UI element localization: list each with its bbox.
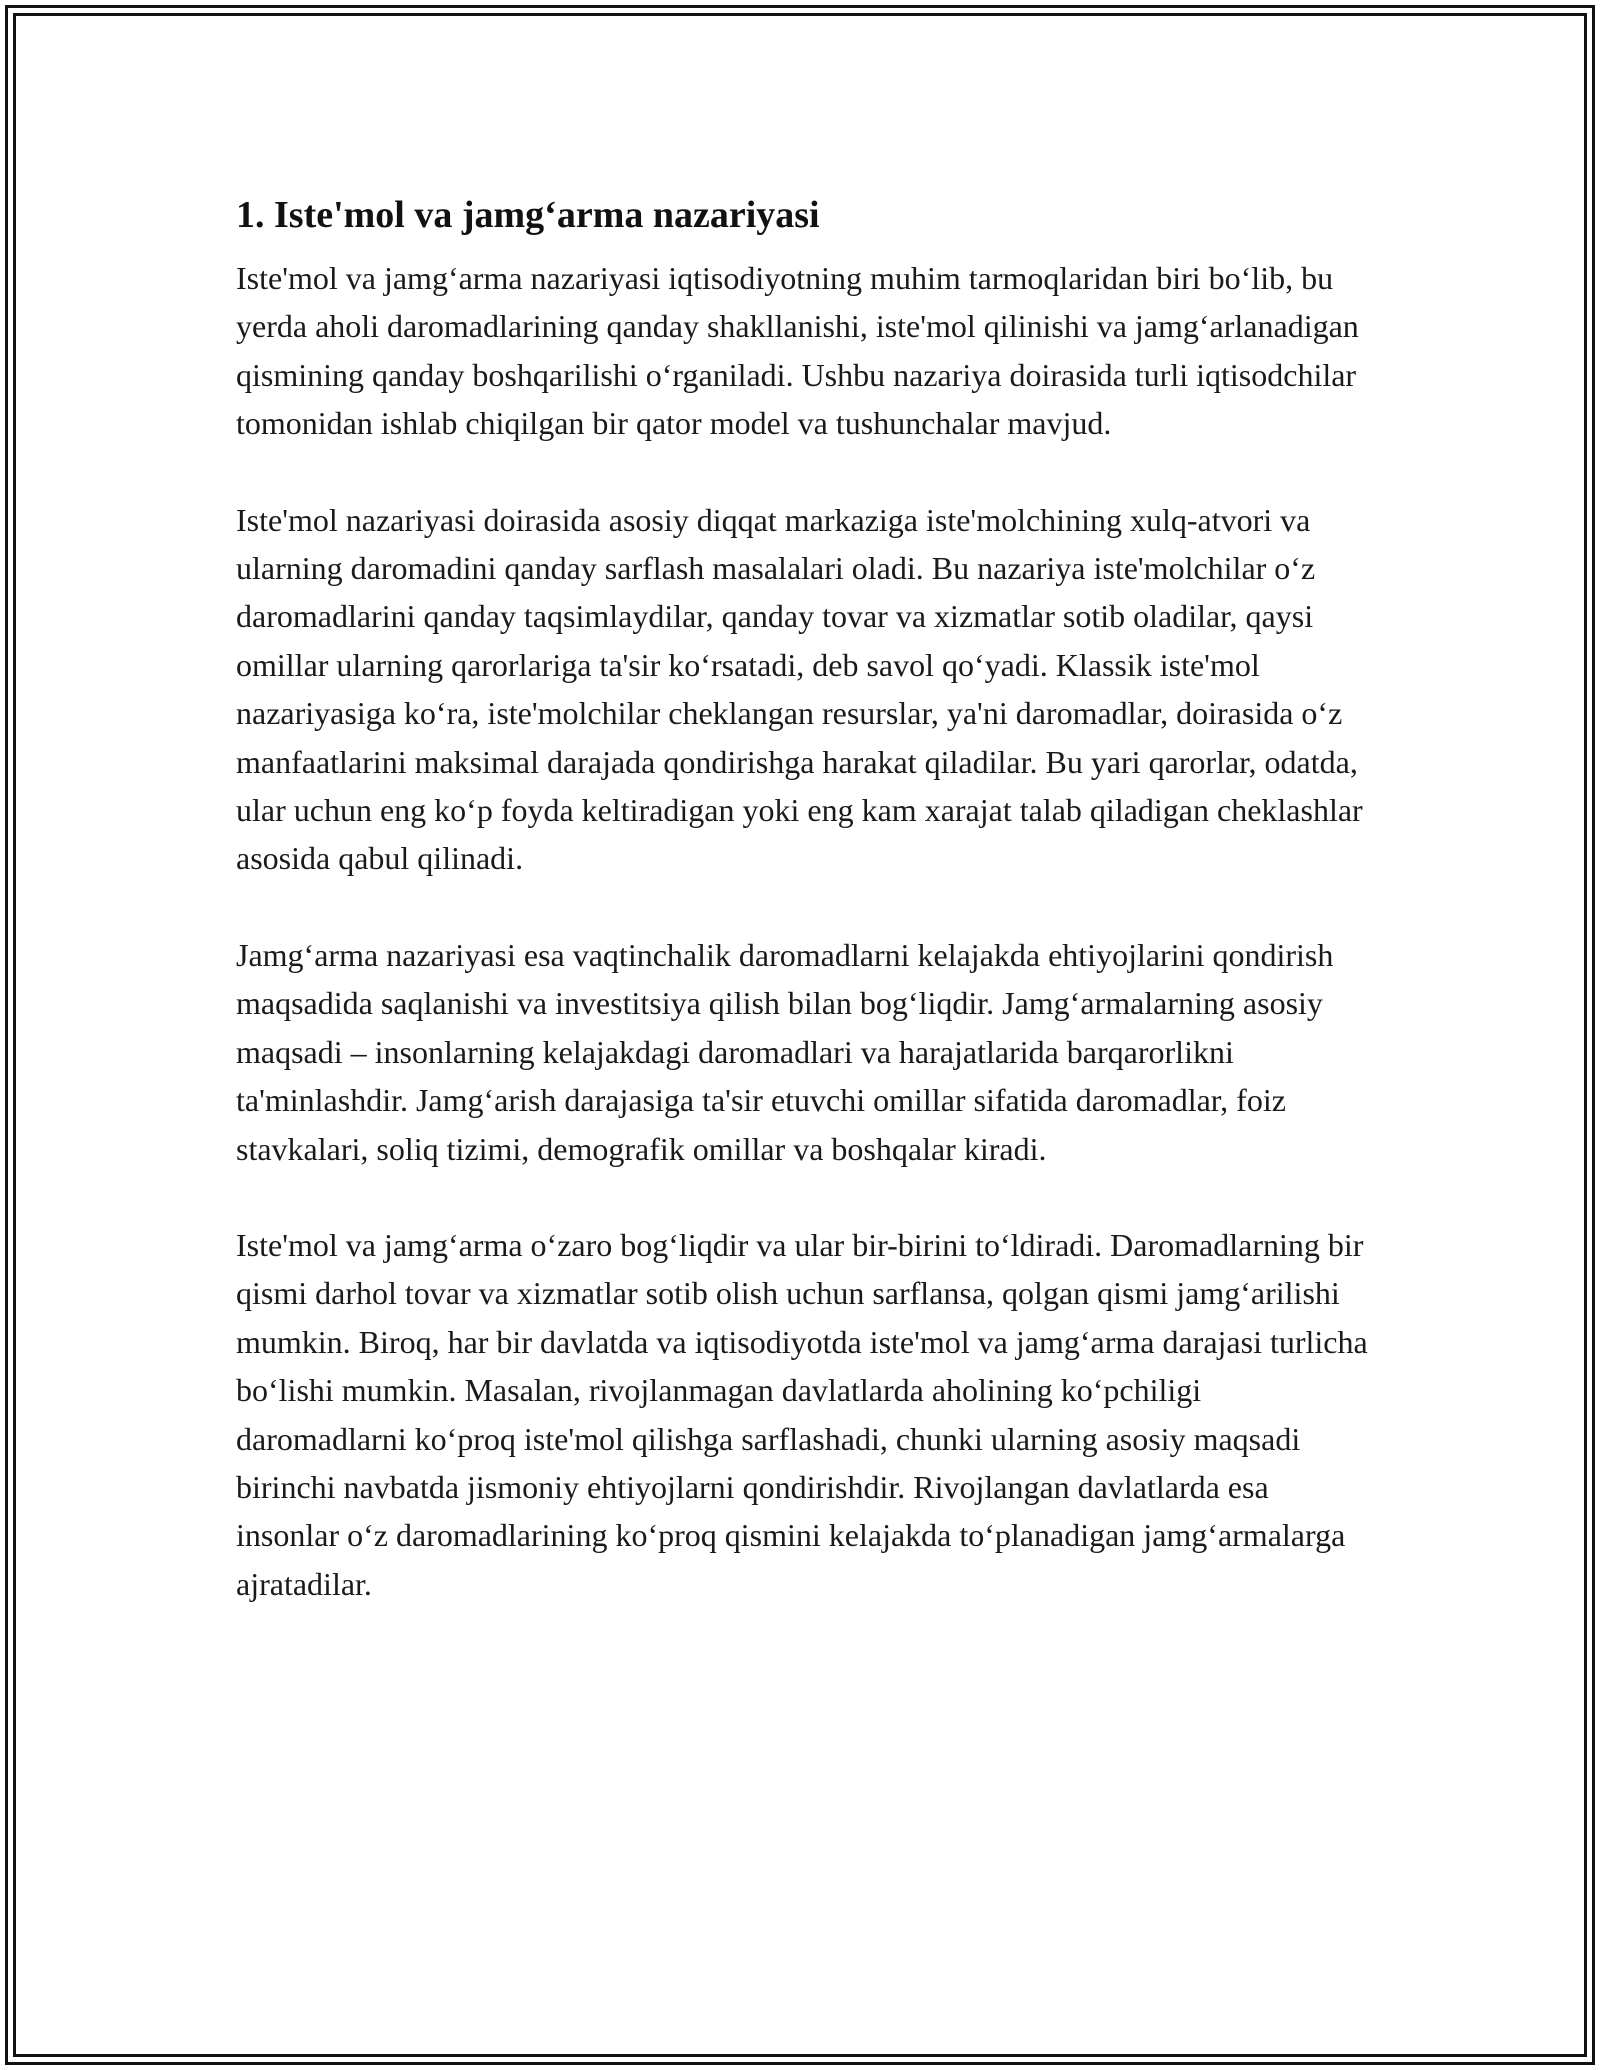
document-body [236, 190, 1371, 1608]
paragraph-intro: Iste'mol va jamg‘arma nazariyasi iqtisodiyotning muhim tarmoqlaridan biri bo‘lib, bu yerda aholi daromadlarining qanday shakllanishi, iste'mol qilinishi va jamg‘arlanadigan qismining qanday boshqarilishi o‘rganiladi. Ushbu nazariya doirasida turli iqtisodchilar tomonidan ishlab chiqilgan bir qator model va tushunchalar mavjud. [236, 260, 1359, 442]
paragraph-savings-theory: Jamg‘arma nazariyasi esa vaqtinchalik daromadlarni kelajakda ehtiyojlarini qondirish maqsadida saqlanishi va investitsiya qilish bilan bog‘liqdir. Jamg‘armalarning asosiy maqsadi – insonlarning kelajakdagi daromadlari va harajatlarida barqarorlikni ta'minlashdir. Jamg‘arish darajasiga ta'sir etuvchi omillar sifatida daromadlar, foiz stavkalari, soliq tizimi, demografik omillar va boshqalar kiradi. [236, 936, 1334, 1167]
section-heading: 1. Iste'mol va jamg‘arma nazariyasi [236, 194, 820, 236]
paragraph-consumption-theory: Iste'mol nazariyasi doirasida asosiy diqqat markaziga iste'molchining xulq-atvori va ularning daromadini qanday sarflash masalalari oladi. Bu nazariya iste'molchilar o‘z daromadlarini qanday taqsimlaydilar, qanday tovar va xizmatlar sotib oladilar, qaysi omillar ularning qarorlariga ta'sir ko‘rsatadi, deb savol qo‘yadi. Klassik iste'mol nazariyasiga ko‘ra, iste'molchilar cheklangan resurslar, ya'ni daromadlar, doirasida o‘z manfaatlarini maksimal darajada qondirishga harakat qiladilar. Bu yari qarorlar, odatda, ular uchun eng ko‘p foyda keltiradigan yoki eng kam xarajat talab qiladigan cheklashlar asosida qabul qilinadi. [236, 501, 1363, 877]
paragraph-relationship: Iste'mol va jamg‘arma o‘zaro bog‘liqdir va ular bir-birini to‘ldiradi. Daromadlarning bir qismi darhol tovar va xizmatlar sotib olish uchun sarflansa, qolgan qismi jamg‘arilishi mumkin. Biroq, har bir davlatda va iqtisodiyotda iste'mol va jamg‘arma darajasi turlicha bo‘lishi mumkin. Masalan, rivojlanmagan davlatlarda aholining ko‘pchiligi daromadlarni ko‘proq iste'mol qilishga sarflashadi, chunki ularning asosiy maqsadi birinchi navbatda jismoniy ehtiyojlarni qondirishdir. Rivojlangan davlatlarda esa insonlar o‘z daromadlarining ko‘proq qismini kelajakda to‘planadigan jamg‘armalarga ajratadilar. [236, 1226, 1368, 1602]
